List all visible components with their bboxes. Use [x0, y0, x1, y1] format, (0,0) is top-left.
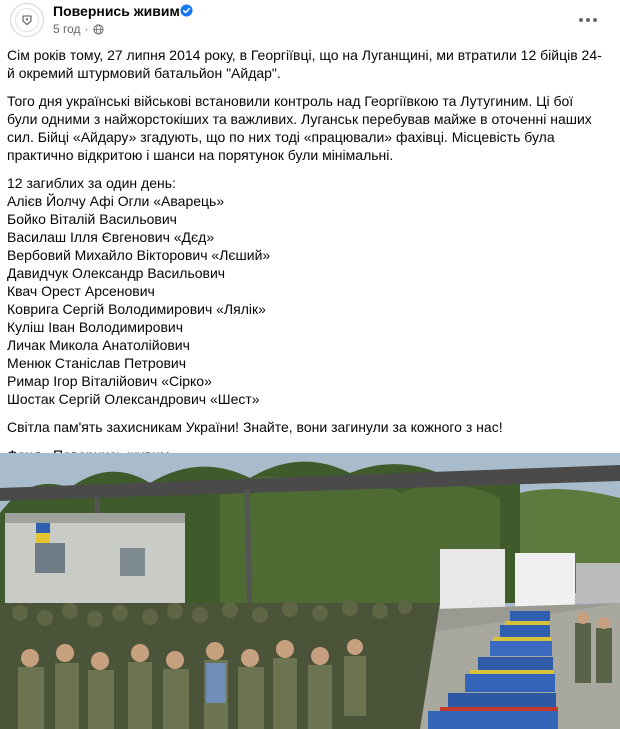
verified-badge-icon: [180, 4, 193, 17]
fallen-list-title: 12 загиблих за один день:: [7, 175, 176, 191]
page-name-link[interactable]: Повернись живим: [53, 3, 180, 19]
post-text: [7, 46, 607, 474]
list-item: Квач Орест Арсенович: [7, 283, 155, 299]
page-avatar[interactable]: [10, 3, 44, 37]
paragraph-intro: Сім років тому, 27 липня 2014 року, в Георгіївці, що на Луганщині, ми втратили 12 бійців 24-й окремий штурмовий батальйон "Айдар".: [7, 47, 602, 81]
more-options-icon: [578, 17, 598, 23]
post-photo[interactable]: [0, 453, 620, 729]
list-item: Давидчук Олександр Васильович: [7, 265, 226, 281]
shield-logo-icon: [21, 14, 33, 26]
list-item: Алієв Йолчу Афі Огли «Аварець»: [7, 193, 225, 209]
list-item: Шостак Сергій Олександрович «Шест»: [7, 391, 260, 407]
post-meta: [53, 22, 104, 37]
list-item: Куліш Іван Володимирович: [7, 319, 184, 335]
list-item: Василаш Ілля Євгенович «Дєд»: [7, 229, 215, 245]
paragraph-context: Того дня українські військові встановили контроль над Георгіївкою та Лутугиним. Ці бої були одними з найжорстокіших та важливих. Луганськ перебував майже в оточенні наших сил. Бійці «Айдару» згадують, що по них тоді «працювали» фахівці. Місцевість була практично відкритою і шанси на порятунок були мінімальні.: [7, 93, 592, 163]
list-item: Римар Ігор Віталійович «Сірко»: [7, 373, 212, 389]
memorial-photo-illustration: [0, 453, 620, 729]
list-item: Коврига Сергій Володимирович «Лялік»: [7, 301, 266, 317]
list-item: Менюк Станіслав Петрович: [7, 355, 187, 371]
paragraph-closing: Світла пам'ять захисникам України! Знайте, вони загинули за кожного з нас!: [7, 419, 503, 435]
post-header: [0, 0, 620, 42]
globe-icon[interactable]: [93, 24, 104, 35]
list-item: Бойко Віталій Васильович: [7, 211, 177, 227]
fallen-list: [7, 174, 607, 408]
meta-separator: ·: [84, 22, 89, 36]
list-item: Личак Микола Анатолійович: [7, 337, 190, 353]
post-timestamp[interactable]: 5 год: [53, 22, 81, 36]
avatar-ring: [15, 8, 39, 32]
more-options-button[interactable]: [574, 9, 602, 31]
list-item: Вербовий Михайло Вікторович «Лєший»: [7, 247, 271, 263]
